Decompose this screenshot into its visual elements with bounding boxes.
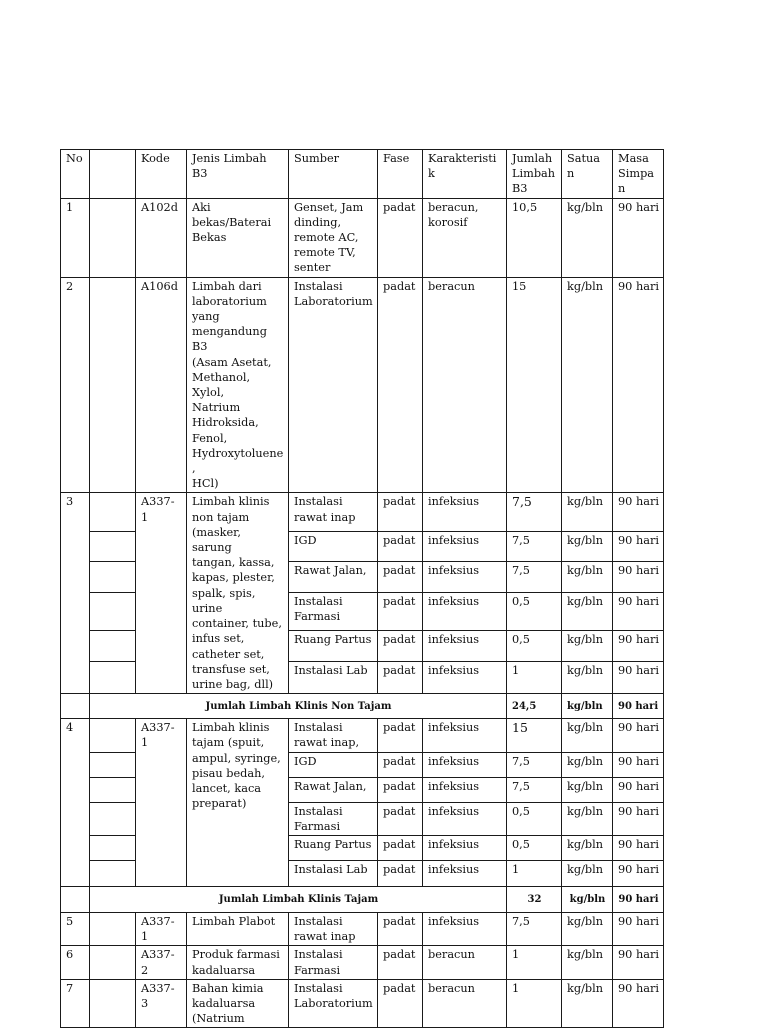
row-sumber: Instalasi Laboratorium — [289, 277, 378, 493]
row-jumlah: 0,5 — [507, 631, 562, 661]
row-jumlah: 7,5 — [507, 777, 562, 802]
row-satuan: kg/bln — [562, 493, 613, 532]
row-no: 2 — [61, 277, 90, 493]
row-sumber: Instalasi Lab — [289, 860, 378, 886]
row-jumlah: 7,5 — [507, 752, 562, 777]
header-row — [61, 150, 664, 199]
row-sumber: Rawat Jalan, — [289, 777, 378, 802]
row-karakteristik: infeksius — [423, 631, 507, 661]
row-kode: A337- 1 — [136, 719, 187, 887]
row-blank — [90, 661, 136, 694]
row-sumber: Instalasi rawat inap — [289, 493, 378, 532]
row-karakteristik: infeksius — [423, 912, 507, 945]
row-satuan: kg/bln — [562, 532, 613, 562]
row-jenis: Limbah klinis tajam (spuit, ampul, syringe, pisau bedah, lancet, kaca preparat) — [187, 719, 289, 887]
subtotal-label: Jumlah Limbah Klinis Tajam — [90, 886, 507, 912]
row-blank — [90, 277, 136, 493]
row-satuan: kg/bln — [562, 719, 613, 752]
subtotal-masa: 90 hari — [613, 694, 664, 719]
waste-table — [60, 149, 664, 1028]
table-row — [61, 277, 664, 493]
row-jumlah: 1 — [507, 860, 562, 886]
row-blank — [90, 752, 136, 777]
subtotal-masa: 90 hari — [613, 886, 664, 912]
header-no: No — [61, 150, 90, 199]
row-no: 3 — [61, 493, 90, 694]
row-sumber: Genset, Jam dinding, remote AC, remote TV, senter — [289, 198, 378, 277]
row-karakteristik: infeksius — [423, 835, 507, 860]
row-jumlah: 7,5 — [507, 532, 562, 562]
row-masa: 90 hari — [613, 979, 664, 1028]
table-row — [61, 493, 664, 532]
row-masa: 90 hari — [613, 719, 664, 752]
row-satuan: kg/bln — [562, 777, 613, 802]
row-kode: A337- 3 — [136, 979, 187, 1028]
header-sumber: Sumber — [289, 150, 378, 199]
row-blank — [90, 631, 136, 661]
row-fase: padat — [378, 802, 423, 835]
row-fase: padat — [378, 719, 423, 752]
row-jumlah: 1 — [507, 979, 562, 1028]
row-masa: 90 hari — [613, 835, 664, 860]
row-masa: 90 hari — [613, 277, 664, 493]
table-row — [61, 198, 664, 277]
row-no: 7 — [61, 979, 90, 1028]
row-kode: A337- 2 — [136, 946, 187, 979]
row-jumlah: 1 — [507, 661, 562, 694]
row-blank — [90, 493, 136, 532]
row-sumber: Instalasi Farmasi — [289, 802, 378, 835]
row-fase: padat — [378, 835, 423, 860]
row-blank — [90, 946, 136, 979]
row-kode: A102d — [136, 198, 187, 277]
row-karakteristik: infeksius — [423, 661, 507, 694]
row-fase: padat — [378, 532, 423, 562]
row-masa: 90 hari — [613, 592, 664, 631]
row-satuan: kg/bln — [562, 631, 613, 661]
row-blank — [90, 198, 136, 277]
row-fase: padat — [378, 562, 423, 592]
row-jenis: Produk farmasi kadaluarsa — [187, 946, 289, 979]
row-sumber: Instalasi Laboratorium — [289, 979, 378, 1028]
row-blank — [90, 592, 136, 631]
row-no: 1 — [61, 198, 90, 277]
row-jumlah: 7,5 — [507, 562, 562, 592]
header-satuan: Satua n — [562, 150, 613, 199]
row-satuan: kg/bln — [562, 562, 613, 592]
row-blank — [90, 912, 136, 945]
subtotal-satuan: kg/bln — [562, 694, 613, 719]
subtotal-satuan: kg/bln — [562, 886, 613, 912]
row-karakteristik: infeksius — [423, 493, 507, 532]
row-jumlah: 15 — [507, 277, 562, 493]
row-sumber: Ruang Partus — [289, 631, 378, 661]
subtotal-jumlah: 32 — [507, 886, 562, 912]
row-satuan: kg/bln — [562, 592, 613, 631]
row-masa: 90 hari — [613, 532, 664, 562]
row-fase: padat — [378, 979, 423, 1028]
row-karakteristik: infeksius — [423, 752, 507, 777]
table-row — [61, 912, 664, 945]
row-karakteristik: infeksius — [423, 802, 507, 835]
row-masa: 90 hari — [613, 777, 664, 802]
row-karakteristik: beracun — [423, 979, 507, 1028]
row-blank — [90, 835, 136, 860]
row-jenis: Aki bekas/Baterai Bekas — [187, 198, 289, 277]
row-sumber: Instalasi Farmasi — [289, 592, 378, 631]
header-blank — [90, 150, 136, 199]
subtotal-jumlah: 24,5 — [507, 694, 562, 719]
row-masa: 90 hari — [613, 912, 664, 945]
row-karakteristik: beracun — [423, 946, 507, 979]
row-satuan: kg/bln — [562, 277, 613, 493]
row-fase: padat — [378, 860, 423, 886]
row-sumber: Instalasi rawat inap — [289, 912, 378, 945]
table-row — [61, 979, 664, 1028]
row-satuan: kg/bln — [562, 802, 613, 835]
row-no: 4 — [61, 719, 90, 887]
row-karakteristik: infeksius — [423, 860, 507, 886]
row-fase: padat — [378, 631, 423, 661]
row-sumber: Instalasi rawat inap, — [289, 719, 378, 752]
row-masa: 90 hari — [613, 860, 664, 886]
row-blank — [90, 532, 136, 562]
row-jumlah: 1 — [507, 946, 562, 979]
row-masa: 90 hari — [613, 631, 664, 661]
row-fase: padat — [378, 752, 423, 777]
row-jumlah: 0,5 — [507, 802, 562, 835]
row-masa: 90 hari — [613, 493, 664, 532]
row-masa: 90 hari — [613, 802, 664, 835]
header-kode: Kode — [136, 150, 187, 199]
row-jumlah: 0,5 — [507, 835, 562, 860]
row-masa: 90 hari — [613, 198, 664, 277]
row-blank — [90, 860, 136, 886]
header-fase: Fase — [378, 150, 423, 199]
header-jumlah: Jumlah Limbah B3 — [507, 150, 562, 199]
row-jumlah: 0,5 — [507, 592, 562, 631]
row-jenis: Limbah Plabot — [187, 912, 289, 945]
row-blank — [90, 802, 136, 835]
row-fase: padat — [378, 198, 423, 277]
row-masa: 90 hari — [613, 752, 664, 777]
header-masa: Masa Simpan — [613, 150, 664, 199]
row-jumlah: 7,5 — [507, 493, 562, 532]
row-satuan: kg/bln — [562, 979, 613, 1028]
row-sumber: Instalasi Lab — [289, 661, 378, 694]
row-fase: padat — [378, 493, 423, 532]
row-no: 5 — [61, 912, 90, 945]
row-fase: padat — [378, 592, 423, 631]
row-fase: padat — [378, 777, 423, 802]
row-satuan: kg/bln — [562, 198, 613, 277]
row-karakteristik: beracun, korosif — [423, 198, 507, 277]
row-fase: padat — [378, 912, 423, 945]
row-karakteristik: beracun — [423, 277, 507, 493]
row-jumlah: 15 — [507, 719, 562, 752]
row-kode: A337- 1 — [136, 912, 187, 945]
row-sumber: Instalasi Farmasi — [289, 946, 378, 979]
row-blank — [90, 562, 136, 592]
row-jumlah: 10,5 — [507, 198, 562, 277]
row-karakteristik: infeksius — [423, 719, 507, 752]
row-fase: padat — [378, 661, 423, 694]
row-karakteristik: infeksius — [423, 777, 507, 802]
row-no — [61, 886, 90, 912]
row-jumlah: 7,5 — [507, 912, 562, 945]
row-fase: padat — [378, 946, 423, 979]
row-jenis: Limbah klinis non tajam (masker, sarung tangan, kassa, kapas, plester, spalk, spis, urine container, tube, infus set, catheter set, transfuse set, urine bag, dll) — [187, 493, 289, 694]
row-blank — [90, 719, 136, 752]
row-no — [61, 694, 90, 719]
row-sumber: Rawat Jalan, — [289, 562, 378, 592]
row-masa: 90 hari — [613, 946, 664, 979]
row-no: 6 — [61, 946, 90, 979]
row-blank — [90, 777, 136, 802]
header-jenis: Jenis Limbah B3 — [187, 150, 289, 199]
row-sumber: IGD — [289, 532, 378, 562]
subtotal-row — [61, 886, 664, 912]
row-karakteristik: infeksius — [423, 562, 507, 592]
row-kode: A106d — [136, 277, 187, 493]
table-row — [61, 946, 664, 979]
row-blank — [90, 979, 136, 1028]
row-masa: 90 hari — [613, 562, 664, 592]
row-masa: 90 hari — [613, 661, 664, 694]
row-satuan: kg/bln — [562, 752, 613, 777]
row-kode: A337- 1 — [136, 493, 187, 694]
row-jenis: Bahan kimia kadaluarsa (Natrium — [187, 979, 289, 1028]
row-fase: padat — [378, 277, 423, 493]
row-sumber: IGD — [289, 752, 378, 777]
subtotal-label: Jumlah Limbah Klinis Non Tajam — [90, 694, 507, 719]
row-satuan: kg/bln — [562, 835, 613, 860]
row-satuan: kg/bln — [562, 860, 613, 886]
subtotal-row — [61, 694, 664, 719]
row-satuan: kg/bln — [562, 946, 613, 979]
row-satuan: kg/bln — [562, 912, 613, 945]
row-karakteristik: infeksius — [423, 532, 507, 562]
row-karakteristik: infeksius — [423, 592, 507, 631]
row-sumber: Ruang Partus — [289, 835, 378, 860]
row-jenis: Limbah dari laboratorium yang mengandung B3 (Asam Asetat, Methanol, Xylol, Natrium Hidroksida, Fenol, Hydroxytoluene, HCl) — [187, 277, 289, 493]
row-satuan: kg/bln — [562, 661, 613, 694]
table-row — [61, 719, 664, 752]
header-karakteristik: Karakteristik — [423, 150, 507, 199]
